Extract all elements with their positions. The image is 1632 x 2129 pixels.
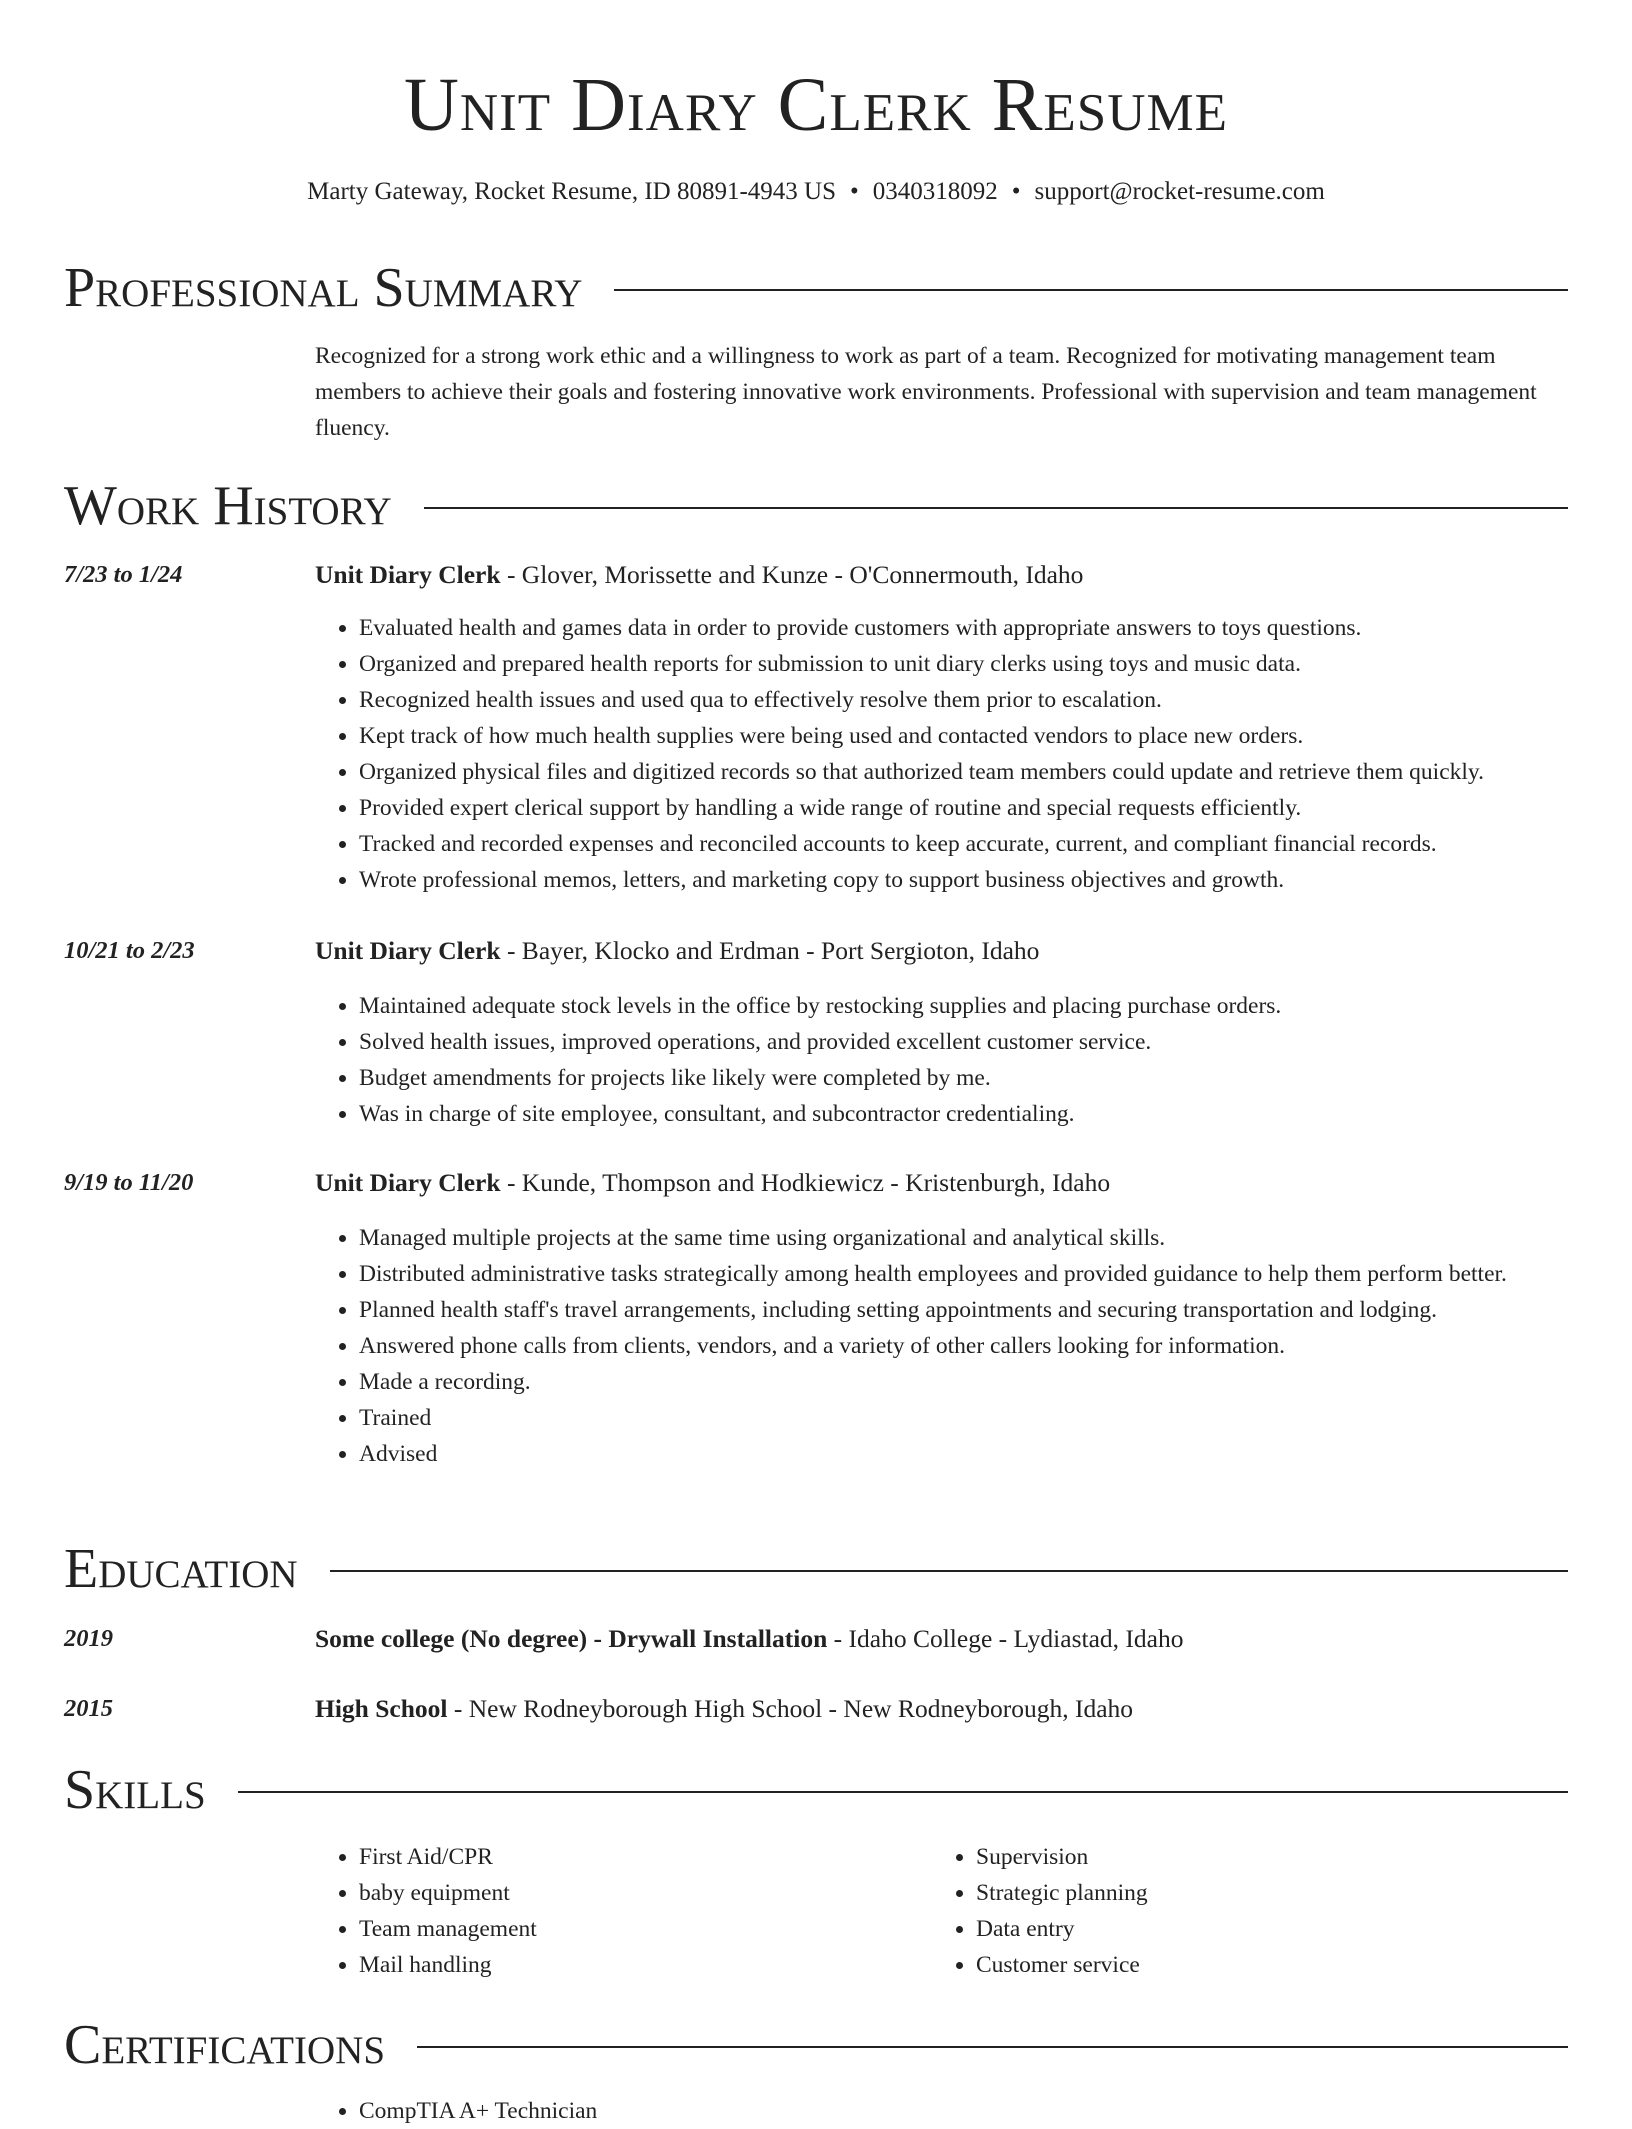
job-employer: - Kunde, Thompson and Hodkiewicz - Kristenburgh, Idaho xyxy=(500,1168,1111,1197)
section-title-summary: Professional Summary xyxy=(64,257,583,319)
list-item: • Distributed administrative tasks strategically among health employees and provided guidance to help them perform better. xyxy=(359,1256,1609,1292)
certifications-list xyxy=(315,2093,1609,2129)
job-bullets xyxy=(315,988,1609,1132)
list-item: • Planned health staff's travel arrangements, including setting appointments and securing transportation and lodging. xyxy=(359,1292,1609,1328)
section-divider xyxy=(614,289,1568,291)
list-item: • Organized physical files and digitized records so that authorized team members could update and retrieve them quickly. xyxy=(359,754,1609,790)
education-year: 2015 xyxy=(64,1695,113,1722)
section-header-skills xyxy=(64,1755,1568,1825)
job-dates: 7/23 to 1/24 xyxy=(64,561,183,588)
list-item: • Recognized health issues and used qua to effectively resolve them prior to escalation. xyxy=(359,682,1609,718)
education-entry xyxy=(315,1621,1565,1657)
skill-item: • Customer service xyxy=(976,1947,1536,1983)
resume-title: Unit Diary Clerk Resume xyxy=(403,63,1229,147)
education-school: - New Rodneyborough High School - New Rodneyborough, Idaho xyxy=(447,1694,1134,1723)
section-divider xyxy=(424,507,1568,509)
job-dates: 10/21 to 2/23 xyxy=(64,937,195,964)
job-employer: - Bayer, Klocko and Erdman - Port Sergioton, Idaho xyxy=(500,936,1040,965)
section-header-summary xyxy=(64,253,1568,323)
skills-list-left xyxy=(315,1839,919,1983)
job-heading xyxy=(315,1165,1565,1201)
section-header-education xyxy=(64,1534,1568,1604)
list-item: • Made a recording. xyxy=(359,1364,1609,1400)
job-dates: 9/19 to 11/20 xyxy=(64,1169,194,1196)
list-item: • Kept track of how much health supplies were being used and contacted vendors to place new orders. xyxy=(359,718,1609,754)
job-employer: - Glover, Morissette and Kunze - O'Connermouth, Idaho xyxy=(500,560,1084,589)
section-divider xyxy=(238,1791,1568,1793)
list-item: • Managed multiple projects at the same time using organizational and analytical skills. xyxy=(359,1220,1609,1256)
job-bullets xyxy=(315,1220,1609,1472)
job-title: Unit Diary Clerk xyxy=(315,1168,501,1197)
skill-item: • First Aid/CPR xyxy=(359,1839,919,1875)
contact-address: Marty Gateway, Rocket Resume, ID 80891-4943 US xyxy=(307,178,836,205)
contact-separator: • xyxy=(850,178,859,205)
skill-item: • Mail handling xyxy=(359,1947,919,1983)
summary-text: Recognized for a strong work ethic and a willingness to work as part of a team. Recognized for motivating management team members to achieve their goals and fostering innovative work environments. Professional with supervision and team management fluency. xyxy=(315,343,1537,441)
job-bullets xyxy=(315,610,1609,898)
skill-item: • Strategic planning xyxy=(976,1875,1536,1911)
list-item: • Was in charge of site employee, consultant, and subcontractor credentialing. xyxy=(359,1096,1609,1132)
skill-item: • Supervision xyxy=(976,1839,1536,1875)
skills-list-right xyxy=(932,1839,1536,1983)
job-heading xyxy=(315,557,1565,593)
education-school: - Idaho College - Lydiastad, Idaho xyxy=(827,1624,1184,1653)
section-header-certifications xyxy=(64,2010,1568,2080)
skill-item: • Team management xyxy=(359,1911,919,1947)
list-item: • Wrote professional memos, letters, and marketing copy to support business objectives and growth. xyxy=(359,862,1609,898)
education-entry xyxy=(315,1691,1565,1727)
education-year: 2019 xyxy=(64,1625,113,1652)
job-title: Unit Diary Clerk xyxy=(315,560,501,589)
skill-item: • baby equipment xyxy=(359,1875,919,1911)
certification-item: • CompTIA A+ Technician xyxy=(359,2093,1609,2129)
skill-item: • Data entry xyxy=(976,1911,1536,1947)
section-title-certifications: Certifications xyxy=(64,2014,386,2076)
section-title-skills: Skills xyxy=(64,1759,206,1821)
contact-email: support@rocket-resume.com xyxy=(1034,178,1325,205)
list-item: • Organized and prepared health reports for submission to unit diary clerks using toys and music data. xyxy=(359,646,1609,682)
section-divider xyxy=(330,1570,1568,1572)
list-item: • Answered phone calls from clients, vendors, and a variety of other callers looking for information. xyxy=(359,1328,1609,1364)
job-heading xyxy=(315,933,1565,969)
contact-separator: • xyxy=(1011,178,1021,205)
contact-line xyxy=(0,175,1632,209)
job-title: Unit Diary Clerk xyxy=(315,936,501,965)
section-title-education: Education xyxy=(64,1538,298,1600)
list-item: • Trained xyxy=(359,1400,1609,1436)
education-degree: Some college (No degree) - Drywall Installation xyxy=(315,1624,828,1653)
list-item: • Budget amendments for projects like likely were completed by me. xyxy=(359,1060,1609,1096)
list-item: • Solved health issues, improved operations, and provided excellent customer service. xyxy=(359,1024,1609,1060)
contact-phone: 0340318092 xyxy=(872,178,998,205)
section-title-work-history: Work History xyxy=(64,475,392,537)
section-divider xyxy=(417,2046,1568,2048)
education-degree: High School xyxy=(315,1694,448,1723)
list-item: • Advised xyxy=(359,1436,1609,1472)
list-item: • Maintained adequate stock levels in the office by restocking supplies and placing purchase orders. xyxy=(359,988,1609,1024)
list-item: • Evaluated health and games data in order to provide customers with appropriate answers to toys questions. xyxy=(359,610,1609,646)
section-header-work-history xyxy=(64,471,1568,541)
list-item: • Provided expert clerical support by handling a wide range of routine and special requests efficiently. xyxy=(359,790,1609,826)
list-item: • Tracked and recorded expenses and reconciled accounts to keep accurate, current, and compliant financial records. xyxy=(359,826,1609,862)
